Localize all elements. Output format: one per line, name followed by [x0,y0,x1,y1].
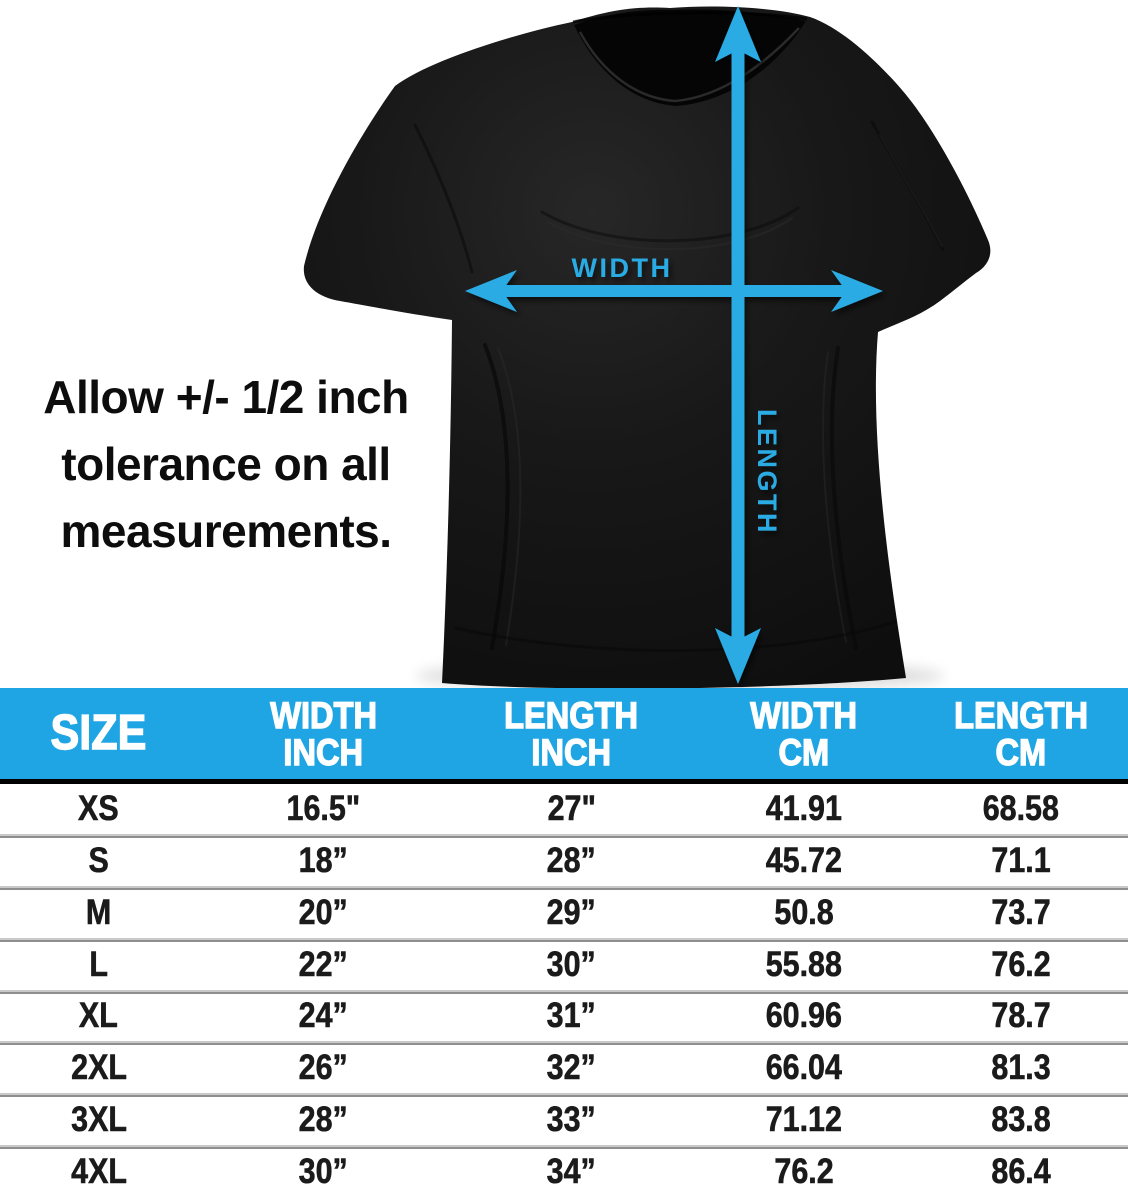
size-chart-table [0,688,1128,1197]
cell-width-inch: 24” [298,996,348,1036]
table-row-2xl [0,1041,1128,1093]
cell-size: L [89,944,109,984]
cell-width-cm: 66.04 [765,1048,842,1088]
cell-length-inch: 29” [546,892,596,932]
table-row-m [0,886,1128,938]
cell-width-inch: 22” [298,944,348,984]
cell-width-cm: 60.96 [765,996,842,1036]
table-row-3xl [0,1093,1128,1145]
cell-size: XL [79,996,119,1036]
table-row-4xl [0,1145,1128,1197]
cell-length-inch: 31” [546,996,596,1036]
cell-length-cm: 71.1 [991,840,1051,880]
cell-width-cm: 41.91 [765,788,842,828]
cell-width-inch: 30” [298,1152,348,1192]
tshirt-diagram [280,0,995,690]
size-chart-header-row [0,688,1128,779]
cell-size: XS [78,788,120,828]
cell-width-cm: 50.8 [774,892,834,932]
cell-size: 4XL [70,1152,127,1192]
table-row-s [0,834,1128,886]
cell-width-cm: 45.72 [765,840,842,880]
cell-length-cm: 68.58 [982,788,1059,828]
cell-length-inch: 34” [546,1152,596,1192]
tshirt-body [304,6,991,688]
cell-width-cm: 76.2 [774,1152,834,1192]
table-row-xl [0,990,1128,1042]
cell-size: S [88,840,109,880]
header-cell-length-inch: LENGTH INCH [504,694,639,773]
cell-length-cm: 81.3 [991,1048,1051,1088]
cell-size: 2XL [70,1048,127,1088]
cell-length-inch: 33” [546,1100,596,1140]
cell-length-cm: 86.4 [991,1152,1051,1192]
header-cell-length-cm: LENGTH CM [953,694,1088,773]
cell-width-inch: 18” [298,840,348,880]
cell-length-inch: 30” [546,944,596,984]
tolerance-note-line-1: Allow +/- 1/2 inch [43,371,409,423]
width-arrow-label: WIDTH [571,253,673,283]
cell-size: M [86,892,112,932]
cell-width-inch: 16.5" [286,788,361,828]
cell-width-inch: 20” [298,892,348,932]
cell-length-inch: 28” [546,840,596,880]
cell-length-cm: 73.7 [991,892,1051,932]
cell-size: 3XL [70,1100,127,1140]
cell-width-cm: 71.12 [765,1100,842,1140]
cell-width-cm: 55.88 [765,944,842,984]
table-row-xs [0,784,1128,834]
length-arrow-label: LENGTH [752,409,782,535]
cell-length-cm: 78.7 [991,996,1051,1036]
cell-length-cm: 83.8 [991,1100,1051,1140]
table-row-l [0,938,1128,990]
cell-length-inch: 32” [546,1048,596,1088]
header-cell-width-cm: WIDTH CM [750,694,858,773]
header-cell-width-inch: WIDTH INCH [269,694,377,773]
cell-width-inch: 28” [298,1100,348,1140]
header-cell-size: SIZE [50,706,147,760]
tolerance-note-line-3: measurements. [60,505,392,557]
cell-length-cm: 76.2 [991,944,1051,984]
cell-length-inch: 27" [547,788,596,828]
tolerance-note-line-2: tolerance on all [61,438,391,490]
cell-width-inch: 26” [298,1048,348,1088]
size-chart-body [0,784,1128,1197]
